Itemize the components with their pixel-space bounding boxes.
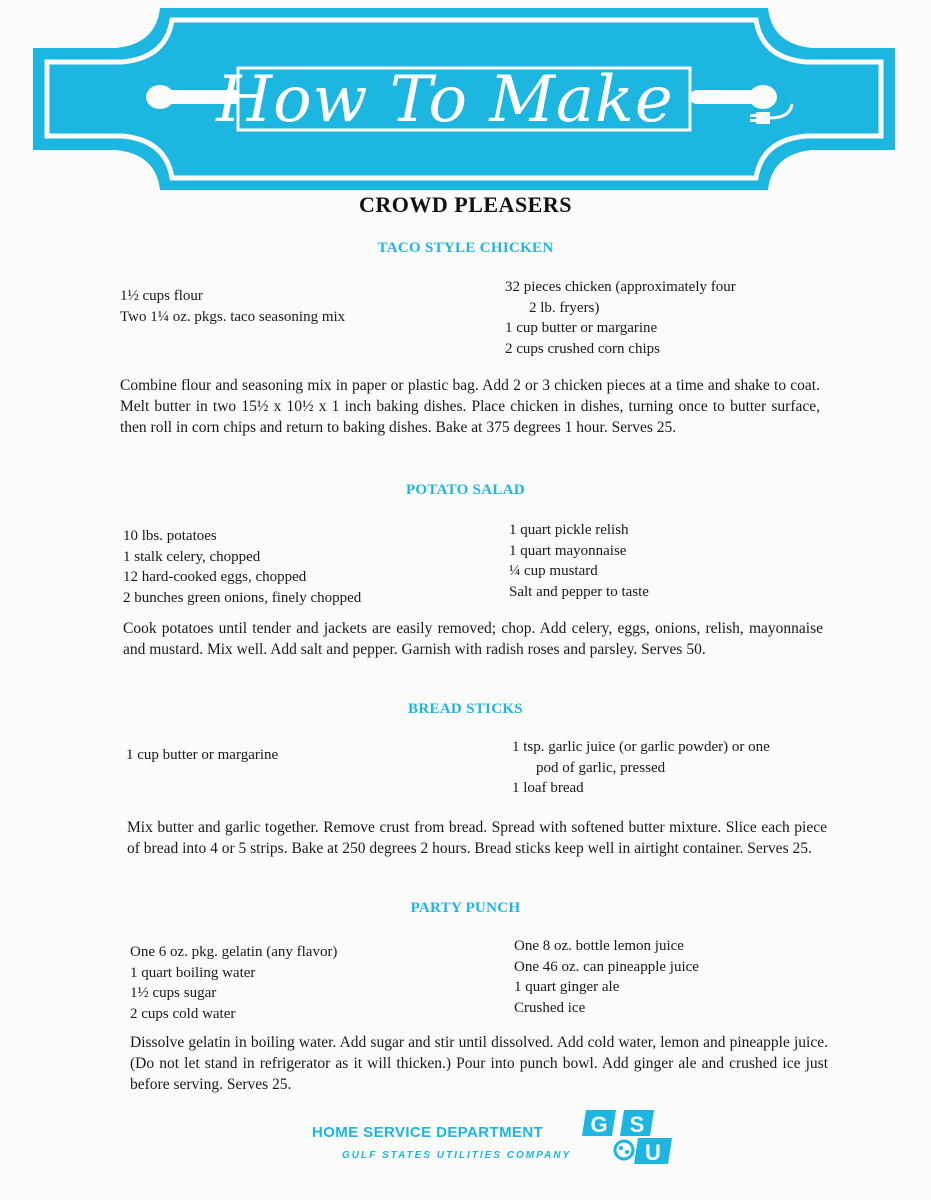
ingredients-left-party-punch <box>130 942 337 1024</box>
ingredient: 1 tsp. garlic juice (or garlic powder) or one <box>512 739 770 755</box>
ingredient: 1 quart mayonnaise <box>509 542 627 559</box>
ingredient: Two 1¼ oz. pkgs. taco seasoning mix <box>120 308 346 325</box>
ingredient: 32 pieces chicken (approximately four <box>505 279 736 295</box>
recipe-title-potato-salad: POTATO SALAD <box>405 482 526 498</box>
ingredient: 2 bunches green onions, finely chopped <box>123 589 362 606</box>
ingredient: One 6 oz. pkg. gelatin (any flavor) <box>130 944 338 960</box>
ingredient: Crushed ice <box>514 999 586 1016</box>
instructions-potato-salad: Cook potatoes until tender and jackets are easily removed; chop. Add celery, eggs, onions, relish, mayonnaise and mustard. Mix well. Add salt and pepper. Garnish with radish roses and parsley. Serves 50. <box>123 620 823 658</box>
footer-company-name: GULF STATES UTILITIES COMPANY <box>342 1150 572 1161</box>
ingredient: 1 cup butter or margarine <box>505 320 658 336</box>
ingredients-right-bread-sticks <box>512 737 770 799</box>
gsu-logo <box>572 1108 682 1168</box>
ingredients-right-potato-salad <box>509 520 649 602</box>
ingredient: 1 loaf bread <box>512 780 584 796</box>
instructions-party-punch: Dissolve gelatin in boiling water. Add sugar and stir until dissolved. Add cold water, lemon and pineapple juice. (Do not let stand in refrigerator as it will thicken.) Pour into punch bowl. Add ginger ale and crushed ice just before serving. Serves 25. <box>130 1034 828 1093</box>
ingredient: 1 stalk celery, chopped <box>123 548 261 565</box>
instructions-taco-chicken: Combine flour and seasoning mix in paper or plastic bag. Add 2 or 3 chicken pieces at a time and shake to coat. Melt butter in two 15½ x 10½ x 1 inch baking dishes. Place chicken in dishes, turning once to butter surface, then roll in corn chips and return to baking dishes. Bake at 375 degrees 1 hour. Serves 25. <box>120 377 820 436</box>
recipe-title-bread-sticks: BREAD STICKS <box>408 701 523 717</box>
ingredient: 1 quart boiling water <box>130 964 256 981</box>
recipe-title-taco-chicken: TACO STYLE CHICKEN <box>377 240 554 256</box>
banner-title: How To Make <box>216 63 674 137</box>
instructions-bread-sticks: Mix butter and garlic together. Remove crust from bread. Spread with softened butter mixture. Slice each piece of bread into 4 or 5 strips. Bake at 250 degrees 2 hours. Bread sticks keep well in airtight container. Serves 25. <box>127 819 827 857</box>
ingredient: 1 quart ginger ale <box>514 979 620 995</box>
ingredient: Salt and pepper to taste <box>509 583 649 600</box>
ingredient: 1½ cups sugar <box>130 985 217 1001</box>
ingredient: One 46 oz. can pineapple juice <box>514 958 699 975</box>
reddy-kilowatt-icon <box>615 1141 633 1159</box>
ingredient: 12 hard-cooked eggs, chopped <box>123 569 307 585</box>
gsu-letter-u: U <box>645 1140 661 1165</box>
ingredients-left-bread-sticks <box>126 745 278 766</box>
gsu-letter-s: S <box>629 1112 645 1137</box>
page-title: CROWD PLEASERS <box>359 192 572 217</box>
ingredient: One 8 oz. bottle lemon juice <box>514 938 684 954</box>
ingredient: 10 lbs. potatoes <box>123 528 217 544</box>
ingredients-left-potato-salad <box>123 526 361 608</box>
ingredient: ¼ cup mustard <box>509 563 598 579</box>
footer-department: HOME SERVICE DEPARTMENT <box>312 1124 544 1141</box>
ingredient: 1 cup butter or margarine <box>126 747 279 763</box>
ingredient: 2 cups cold water <box>130 1005 236 1022</box>
ingredient: 2 lb. fryers) <box>529 299 600 316</box>
gsu-letter-g: G <box>590 1112 608 1137</box>
ingredient: 1 quart pickle relish <box>509 522 629 538</box>
ingredients-right-party-punch <box>514 936 699 1018</box>
ingredients-left-taco-chicken <box>120 286 345 327</box>
recipe-title-party-punch: PARTY PUNCH <box>410 900 521 916</box>
ingredient: 1½ cups flour <box>120 288 203 304</box>
ingredient: pod of garlic, pressed <box>536 759 666 776</box>
ingredient: 2 cups crushed corn chips <box>505 340 660 357</box>
ingredients-right-taco-chicken <box>505 277 736 359</box>
